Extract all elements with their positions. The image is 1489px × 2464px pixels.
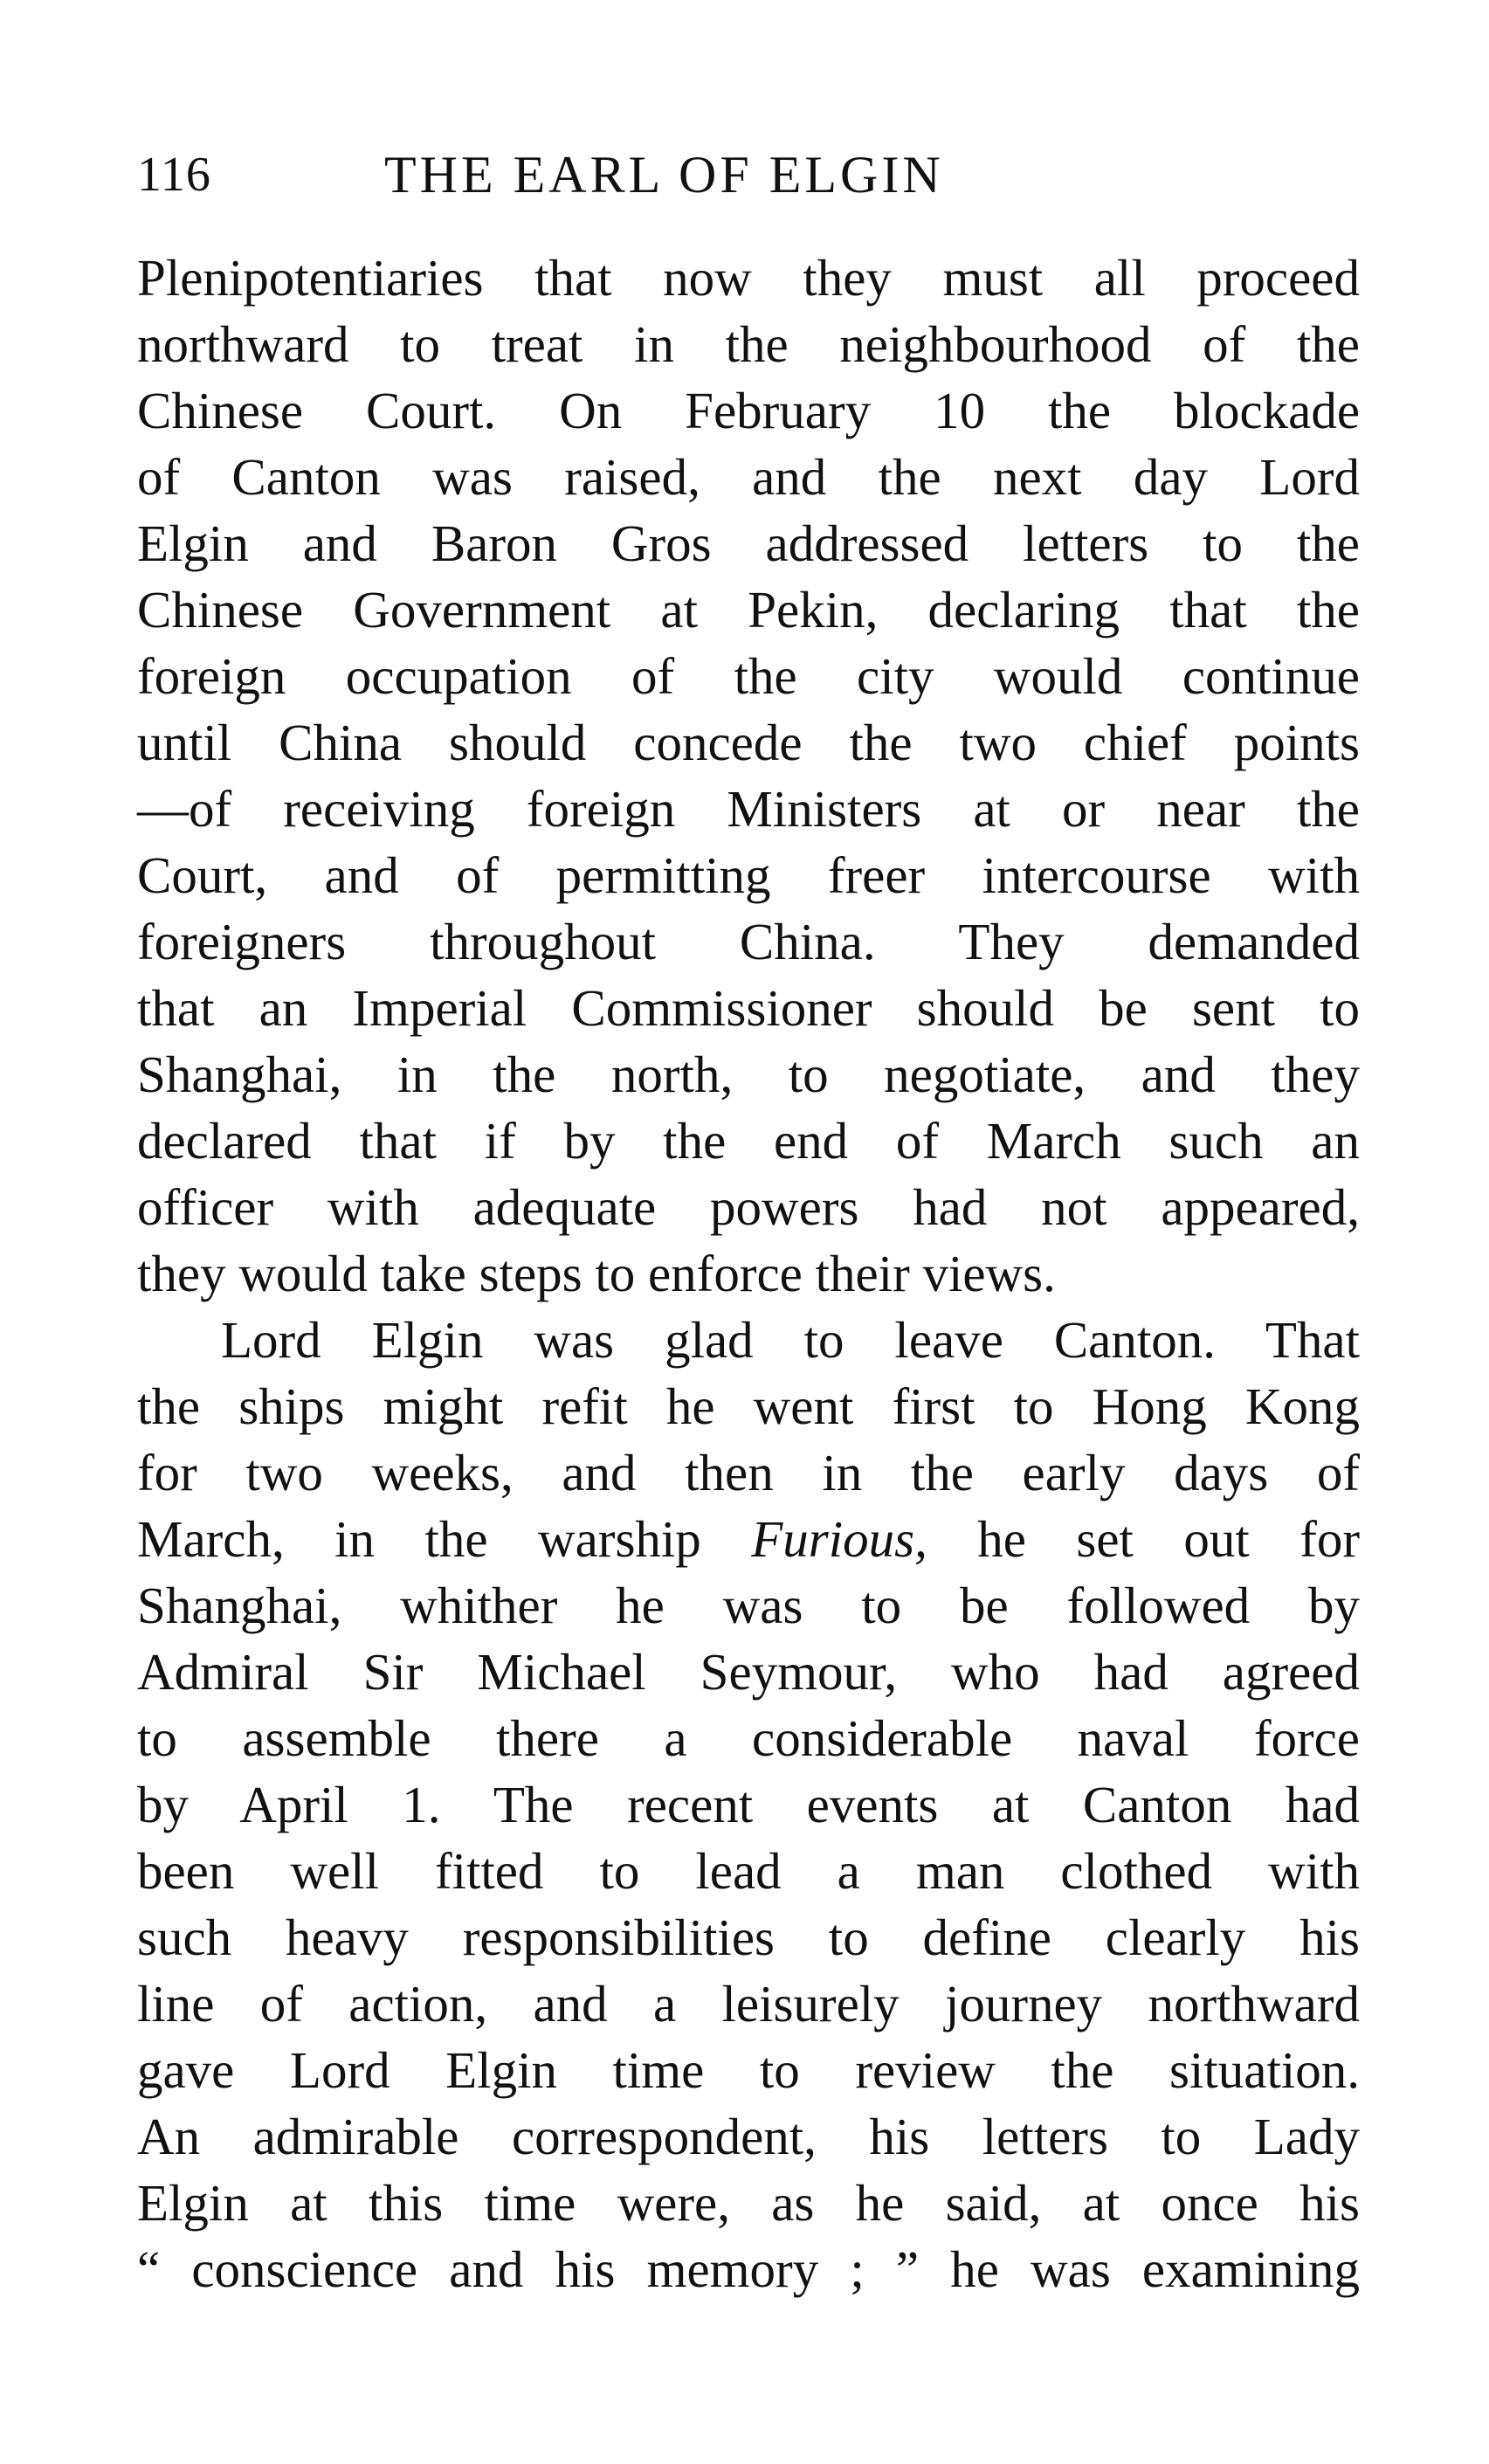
text-line: that an Imperial Commissioner should be sent to [137, 979, 1360, 1037]
page-number: 116 [137, 148, 211, 202]
text-line: for two weeks, and then in the early days of [137, 1444, 1360, 1501]
text-line: northward to treat in the neighbourhood of the [137, 315, 1360, 373]
text-line: of Canton was raised, and the next day Lord [137, 448, 1360, 506]
text-line: foreign occupation of the city would continue [137, 647, 1360, 705]
text-line: “ conscience and his memory ; ” he was examining [137, 2240, 1360, 2298]
body-text [137, 245, 1360, 2302]
text-line: line of action, and a leisurely journey northward [137, 1975, 1360, 2033]
text-line: foreigners throughout China. They demanded [137, 913, 1360, 970]
text-segment: he set out for [927, 1510, 1360, 1568]
text-line: such heavy responsibilities to define clearly his [137, 1908, 1360, 1966]
running-head: THE EARL OF ELGIN [384, 146, 944, 204]
text-line: they would take steps to enforce their views. [137, 1245, 1056, 1302]
text-line: declared that if by the end of March such an [137, 1112, 1360, 1170]
text-line-with-italic [137, 1506, 1360, 1572]
ship-name-italic: Furious, [751, 1510, 927, 1568]
text-line: the ships might refit he went first to Hong Kong [137, 1377, 1360, 1435]
text-line: gave Lord Elgin time to review the situation. [137, 2041, 1360, 2099]
text-line: Elgin and Baron Gros addressed letters to the [137, 514, 1360, 572]
text-line: to assemble there a considerable naval force [137, 1709, 1360, 1767]
text-line: Shanghai, whither he was to be followed by [137, 1577, 1360, 1634]
text-line: Chinese Court. On February 10 the blockade [137, 382, 1360, 439]
text-line: Court, and of permitting freer intercourse with [137, 846, 1360, 904]
text-line: Chinese Government at Pekin, declaring that the [137, 581, 1360, 638]
text-line: An admirable correspondent, his letters to Lady [137, 2108, 1360, 2165]
text-line: Admiral Sir Michael Seymour, who had agreed [137, 1643, 1360, 1701]
text-line: by April 1. The recent events at Canton had [137, 1776, 1360, 1833]
text-line: until China should concede the two chief points [137, 714, 1360, 771]
text-line: Plenipotentiaries that now they must all proceed [137, 249, 1360, 307]
text-line: Shanghai, in the north, to negotiate, and they [137, 1046, 1360, 1103]
text-line: officer with adequate powers had not appeared, [137, 1178, 1360, 1236]
text-line: Elgin at this time were, as he said, at once his [137, 2174, 1360, 2232]
text-line: been well fitted to lead a man clothed with [137, 1842, 1360, 1900]
page-header [137, 140, 1360, 210]
text-segment: March, in the warship [137, 1510, 752, 1568]
text-line: —of receiving foreign Ministers at or near the [137, 780, 1360, 838]
text-line: Lord Elgin was glad to leave Canton. That [221, 1311, 1360, 1369]
